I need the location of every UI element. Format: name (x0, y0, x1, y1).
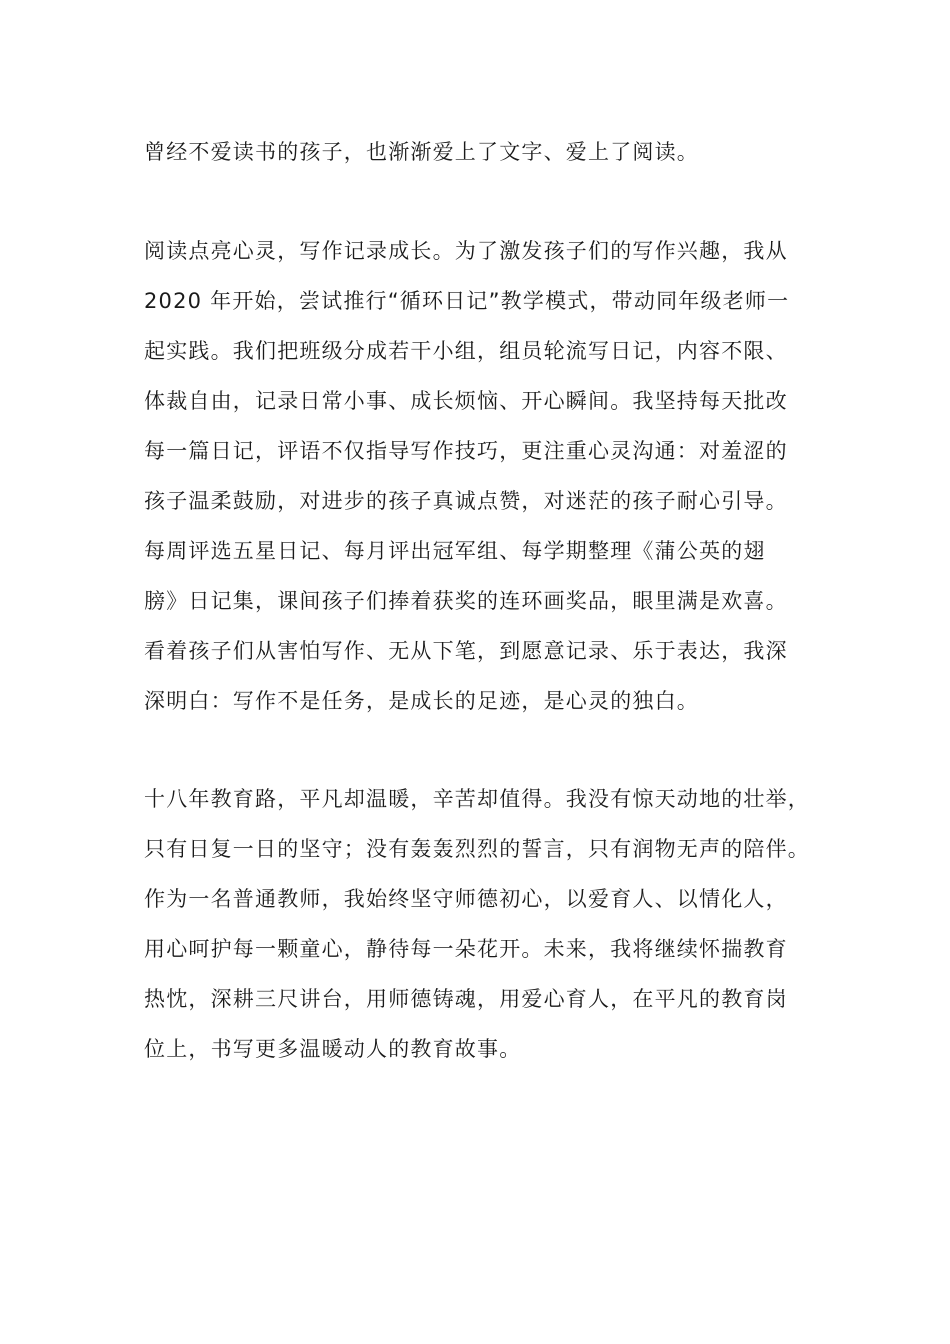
text-line: 曾经不爱读书的孩子，也渐渐爱上了文字、爱上了阅读。 (144, 140, 699, 164)
text-line: 热忱，深耕三尺讲台，用师德铸魂，用爱心育人，在平凡的教育岗 (144, 987, 788, 1011)
text-line: 深明白：写作不是任务，是成长的足迹，是心灵的独白。 (144, 689, 699, 713)
text-line: 十八年教育路，平凡却温暖，辛苦却值得。我没有惊天动地的壮举， (144, 787, 810, 811)
text-line: 起实践。我们把班级分成若干小组，组员轮流写日记，内容不限、 (144, 339, 788, 363)
text-line: 只有日复一日的坚守；没有轰轰烈烈的誓言，只有润物无声的陪伴。 (144, 837, 810, 861)
text-line: 用心呵护每一颗童心，静待每一朵花开。未来，我将继续怀揣教育 (144, 937, 788, 961)
text-line: 2020 年开始，尝试推行“循环日记”教学模式，带动同年级老师一 (144, 289, 790, 313)
text-line: 孩子温柔鼓励，对进步的孩子真诚点赞，对迷茫的孩子耐心引导。 (144, 489, 788, 513)
text-line: 体裁自由，记录日常小事、成长烦恼、开心瞬间。我坚持每天批改 (144, 389, 788, 413)
text-line: 作为一名普通教师，我始终坚守师德初心，以爱育人、以情化人， (144, 887, 788, 911)
text-line: 每一篇日记，评语不仅指导写作技巧，更注重心灵沟通：对羞涩的 (144, 439, 788, 463)
text-line: 位上，书写更多温暖动人的教育故事。 (144, 1037, 522, 1061)
text-line: 每周评选五星日记、每月评出冠军组、每学期整理《蒲公英的翅 (144, 539, 766, 563)
text-line: 膀》日记集，课间孩子们捧着获奖的连环画奖品，眼里满是欢喜。 (144, 589, 788, 613)
text-line: 看着孩子们从害怕写作、无从下笔，到愿意记录、乐于表达，我深 (144, 639, 788, 663)
text-line: 阅读点亮心灵，写作记录成长。为了激发孩子们的写作兴趣，我从 (144, 239, 788, 263)
